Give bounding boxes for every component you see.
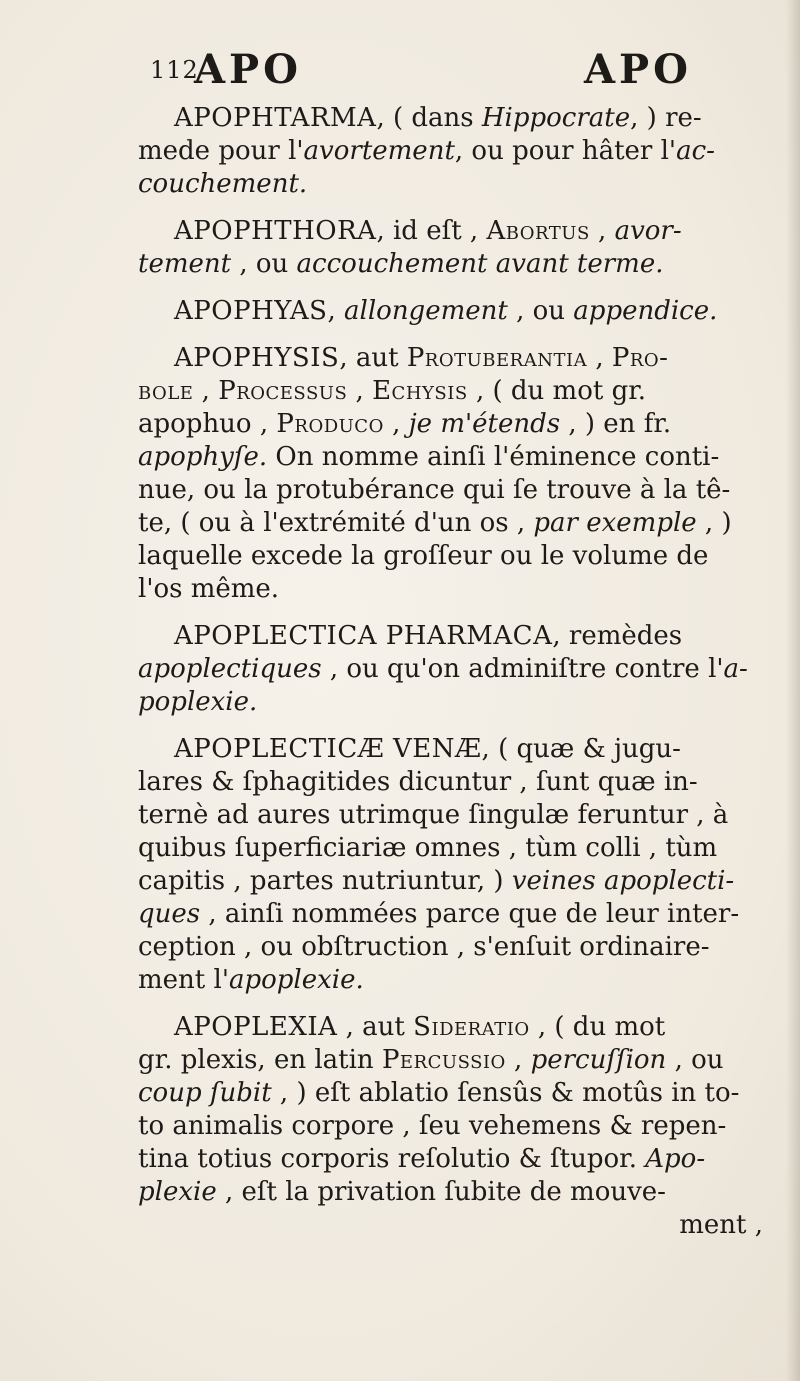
entry-headword: APOPHYSIS bbox=[174, 343, 340, 373]
italic-text: par exemple bbox=[533, 508, 697, 538]
text-line bbox=[138, 342, 763, 375]
entry-headword: APOPHTARMA bbox=[174, 103, 377, 133]
text-line bbox=[138, 1176, 763, 1209]
text-run: , id eſt , bbox=[376, 216, 487, 246]
text-line bbox=[138, 507, 763, 540]
italic-text: allongement bbox=[344, 296, 508, 326]
dictionary-body bbox=[138, 102, 763, 1256]
text-line bbox=[138, 620, 763, 653]
text-run: , ainſi nommées parce que de leur inter- bbox=[200, 899, 740, 929]
text-run: capitis , partes nutriuntur, ) bbox=[138, 866, 512, 896]
italic-text: accouchement avant terme. bbox=[296, 249, 664, 279]
dictionary-entry bbox=[138, 295, 763, 328]
text-line bbox=[138, 408, 763, 441]
text-run: te, ( ou à l'extrémité d'un os , bbox=[138, 508, 534, 538]
text-run: , remèdes bbox=[552, 621, 683, 651]
text-run: , bbox=[347, 376, 373, 406]
text-run: , ) re- bbox=[630, 103, 702, 133]
text-run: , ou bbox=[231, 249, 297, 279]
entry-headword: APOPLECTICÆ VENÆ bbox=[174, 734, 482, 764]
text-run: , ou bbox=[666, 1045, 724, 1075]
italic-text: apophyſe. bbox=[138, 442, 268, 472]
text-run: l'os même. bbox=[138, 574, 280, 604]
small-caps-text: Pro- bbox=[611, 343, 669, 373]
small-caps-text: Processus bbox=[218, 376, 348, 406]
text-run: , ou bbox=[507, 296, 574, 326]
text-run: , bbox=[327, 296, 345, 326]
text-line bbox=[138, 1077, 763, 1110]
dictionary-entry bbox=[138, 620, 763, 719]
text-line bbox=[138, 1143, 763, 1176]
small-caps-text: Percussio bbox=[381, 1045, 506, 1075]
text-run: , bbox=[505, 1045, 531, 1075]
dictionary-entry bbox=[138, 733, 763, 997]
italic-text: couchement. bbox=[138, 169, 308, 199]
dictionary-entry bbox=[138, 342, 763, 606]
text-run: , ou pour hâter l' bbox=[454, 136, 677, 166]
italic-text: ques bbox=[138, 899, 201, 929]
italic-text: poplexie. bbox=[138, 687, 258, 717]
text-line bbox=[138, 168, 763, 201]
text-line bbox=[138, 1110, 763, 1143]
italic-text: veines apoplecti- bbox=[511, 866, 735, 896]
entry-headword: APOPLECTICA PHARMACA bbox=[174, 621, 553, 651]
text-line bbox=[138, 102, 763, 135]
text-run: quibus ſuperficiariæ omnes , tùm colli , tùm bbox=[138, 833, 718, 863]
text-run: lares & ſphagitides dicuntur , ſunt quæ in- bbox=[138, 767, 698, 797]
dictionary-entry bbox=[138, 1011, 763, 1242]
text-line bbox=[138, 573, 763, 606]
text-run: tina totius corporis reſolutio & ſtupor. bbox=[138, 1144, 646, 1174]
text-run: to animalis corpore , ſeu vehemens & repen- bbox=[138, 1111, 727, 1141]
text-line bbox=[138, 832, 763, 865]
text-run: , ( quæ & jugu- bbox=[481, 734, 681, 764]
italic-text: tement bbox=[138, 249, 232, 279]
italic-text: plexie bbox=[138, 1177, 217, 1207]
small-caps-text: Echysis bbox=[372, 376, 468, 406]
text-run: , ) bbox=[696, 508, 732, 538]
text-line bbox=[138, 135, 763, 168]
italic-text: avortement bbox=[303, 136, 455, 166]
text-line bbox=[138, 295, 763, 328]
running-header bbox=[150, 46, 692, 94]
italic-text: appendice. bbox=[573, 296, 718, 326]
text-run: gr. plexis, en latin bbox=[138, 1045, 382, 1075]
header-left-word: APO bbox=[194, 46, 302, 93]
italic-text: apoplectiques bbox=[138, 654, 322, 684]
text-run: , bbox=[587, 343, 612, 373]
text-line bbox=[138, 733, 763, 766]
small-caps-text: bole bbox=[138, 376, 194, 406]
text-run: , ) en fr. bbox=[560, 409, 672, 439]
text-run: ment l' bbox=[138, 965, 229, 995]
italic-text: ac- bbox=[676, 136, 715, 166]
text-line bbox=[138, 248, 763, 281]
italic-text: Hippocrate bbox=[481, 103, 631, 133]
text-run: laquelle excede la groſſeur ou le volume de bbox=[138, 541, 709, 571]
text-line bbox=[138, 898, 763, 931]
text-line bbox=[138, 931, 763, 964]
italic-text: apoplexie. bbox=[228, 965, 364, 995]
small-caps-text: Sideratio bbox=[413, 1012, 530, 1042]
text-line bbox=[138, 474, 763, 507]
text-run: , bbox=[383, 409, 409, 439]
text-line bbox=[138, 441, 763, 474]
text-run: , eſt la privation ſubite de mouve- bbox=[216, 1177, 666, 1207]
text-run: , bbox=[193, 376, 219, 406]
text-run: , ( du mot gr. bbox=[467, 376, 647, 406]
text-line bbox=[138, 653, 763, 686]
dictionary-entry bbox=[138, 215, 763, 281]
italic-text: Apo- bbox=[645, 1144, 706, 1174]
text-run: , ou qu'on adminiſtre contre l' bbox=[321, 654, 724, 684]
text-line bbox=[138, 1044, 763, 1077]
text-run: , ( dans bbox=[376, 103, 482, 133]
text-line bbox=[138, 799, 763, 832]
text-run: ception , ou obſtruction , s'enſuit ordinaire- bbox=[138, 932, 710, 962]
italic-text: je m'étends bbox=[408, 409, 561, 439]
italic-text: coup ſubit bbox=[138, 1078, 272, 1108]
entry-headword: APOPHYAS bbox=[174, 296, 328, 326]
text-run: apophuo , bbox=[138, 409, 277, 439]
text-run: mede pour l' bbox=[138, 136, 304, 166]
text-run: , ( du mot bbox=[529, 1012, 666, 1042]
text-run: , bbox=[589, 216, 615, 246]
entry-headword: APOPHTHORA bbox=[174, 216, 377, 246]
small-caps-text: Abortus bbox=[486, 216, 590, 246]
dictionary-entry bbox=[138, 102, 763, 201]
italic-text: avor- bbox=[614, 216, 682, 246]
page-number: 112 bbox=[150, 56, 199, 84]
entry-headword: APOPLEXIA bbox=[174, 1012, 338, 1042]
italic-text: a- bbox=[723, 654, 748, 684]
text-line bbox=[138, 1011, 763, 1044]
text-line bbox=[138, 1209, 763, 1242]
page-edge-shadow bbox=[786, 0, 800, 1381]
small-caps-text: Produco bbox=[276, 409, 384, 439]
text-run: , ) eſt ablatio ſensûs & motûs in to- bbox=[271, 1078, 740, 1108]
text-line bbox=[138, 865, 763, 898]
text-run: , aut bbox=[339, 343, 407, 373]
text-run: ment , bbox=[679, 1210, 763, 1240]
text-run: ternè ad aures utrimque ſingulæ feruntur , à bbox=[138, 800, 729, 830]
text-line bbox=[138, 766, 763, 799]
text-line bbox=[138, 215, 763, 248]
text-run: nue, ou la protubérance qui ſe trouve à la tê- bbox=[138, 475, 731, 505]
small-caps-text: Protuberantia bbox=[406, 343, 588, 373]
text-line bbox=[138, 686, 763, 719]
text-run: , aut bbox=[337, 1012, 414, 1042]
text-run: On nomme ainſi l'éminence conti- bbox=[267, 442, 720, 472]
text-line bbox=[138, 964, 763, 997]
text-line bbox=[138, 540, 763, 573]
text-line bbox=[138, 375, 763, 408]
italic-text: percuſſion bbox=[530, 1045, 667, 1075]
header-right-word: APO bbox=[584, 46, 692, 93]
